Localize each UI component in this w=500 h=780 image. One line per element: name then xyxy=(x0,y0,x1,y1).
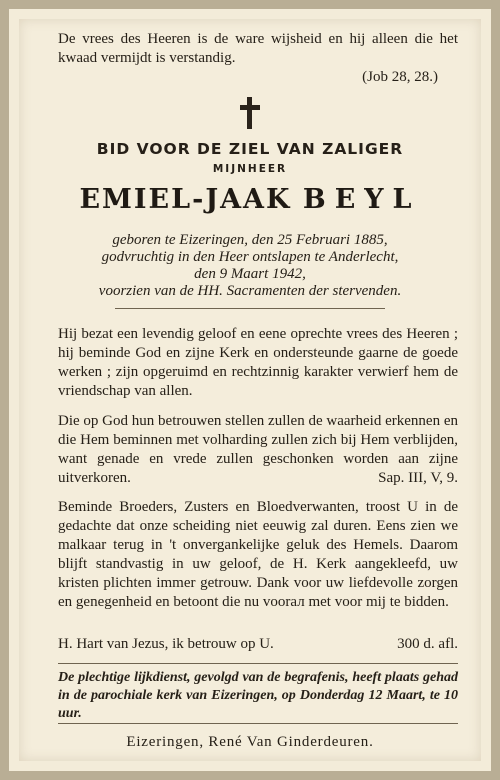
invocation-text: H. Hart van Jezus, ik betrouw op U. xyxy=(58,636,274,652)
printer-credit: Eizeringen, René Van Ginderdeuren. xyxy=(126,734,374,750)
motto-source: (Job 28, 28.) xyxy=(362,69,438,85)
indulgence-text: 300 d. afl. xyxy=(397,636,458,652)
deceased-name xyxy=(30,184,470,215)
birth-death-details xyxy=(40,232,460,300)
divider xyxy=(58,723,458,724)
first-name: EMIEL-JAAK xyxy=(79,184,292,215)
death-line: godvruchtig in den Heer ontslapen te Anderlecht, xyxy=(101,249,399,265)
paragraph-scripture xyxy=(58,412,458,488)
scripture-text: Die op God hun betrouwen stellen zullen de waarheid erkennen en die Hem beminnen met volharding zullen zich bij Hem verblijden, want genade en vrede zullen geschonken worden aan zijne uitverkoren. xyxy=(58,413,458,486)
divider xyxy=(58,663,458,664)
invocation xyxy=(58,636,458,653)
funeral-notice: De plechtige lijkdienst, gevolgd van de begrafenis, heeft plaats gehad in de parochiale kerk van Eizeringen, op Donderdag 12 Maart, te 10 uur. xyxy=(58,670,458,721)
divider xyxy=(115,308,385,309)
paragraph-farewell: Beminde Broeders, Zusters en Bloedverwanten, troost U in de gedachte dat onze scheiding niet eeuwig zal duren. Eens zien we malkaar terug in 't onvergankelijke geluk des Hemels. Daarom blijft standvastig in uw geloof, de H. Kerk aangekleefd, uw kristen plichten immer getrouw. Dank voor uw liefdevolle zorgen en genegenheid en betoont die nu voorал met voor mij te bidden. xyxy=(58,499,458,610)
birth-line: geboren te Eizeringen, den 25 Februari 1885, xyxy=(112,232,388,248)
motto-text: De vrees des Heeren is de ware wijsheid en hij alleen die het kwaad vermijdt is verstandig. xyxy=(58,31,458,66)
death-date-line: den 9 Maart 1942, xyxy=(194,266,306,282)
prayer-heading: BID VOOR DE ZIEL VAN ZALIGER xyxy=(96,140,404,158)
bible-motto xyxy=(58,30,458,87)
sacraments-line: voorzien van de HH. Sacramenten der stervenden. xyxy=(98,283,402,299)
scripture-source: Sap. III, V, 9. xyxy=(378,470,458,486)
surname: BEYL xyxy=(302,184,421,215)
honorific: MIJNHEER xyxy=(212,163,288,175)
paragraph-virtues: Hij bezat een levendig geloof en eene oprechte vrees des Heeren ; hij beminde God en zijne Kerk en ondersteunde gaarne de goede werken ; zijn opgeruimd en rechtzinnig karakter verwierf hem de vriendschap van allen. xyxy=(58,326,458,399)
cross-icon xyxy=(240,97,260,129)
